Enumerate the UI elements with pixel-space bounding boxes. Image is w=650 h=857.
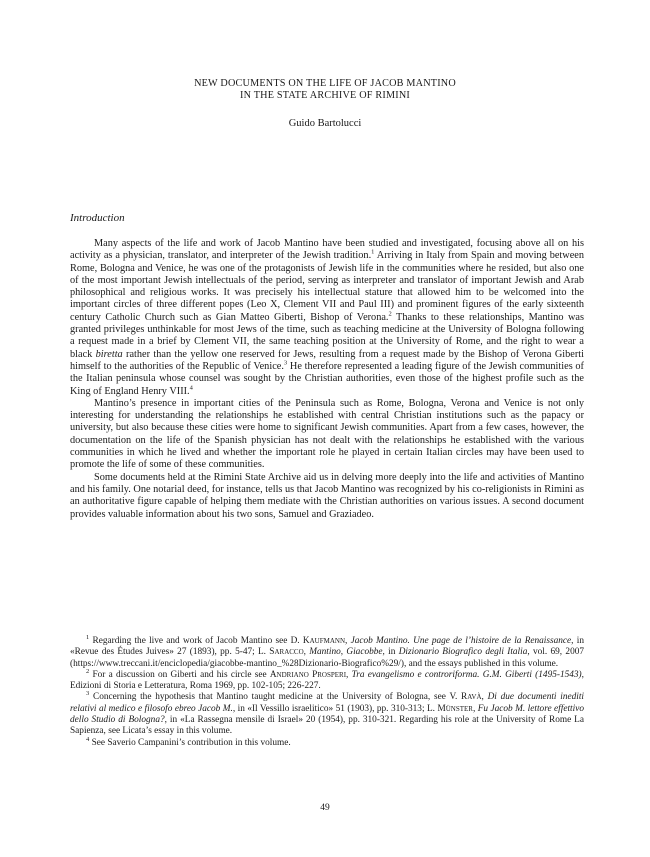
footnote-1: $^1$ Regarding the live and work of Jacob Mantino see D. Kaufmann, Jacob Mantino. Une page de l’histoire de la Renaissance, in «Revue des Études Juives» 27 (1893), pp. 5-47; L. Saracco, Mantino, Giacobbe, in Dizionario Biografico degli Italia, vol. 69, 2007 (https://www.treccani.it/enciclopedia/giacobbe-mantino_%28Dizionario-Biografico%29/), and the essays published in this volume. <box>70 633 585 669</box>
body-text <box>70 238 584 521</box>
author-name: Guido Bartolucci <box>288 118 362 129</box>
footnote-ref-2[interactable]: 2 <box>388 310 392 318</box>
footnote-4: $^4$ See Saverio Campanini’s contribution in this volume. <box>86 735 291 748</box>
footnote-ref-1[interactable]: 1 <box>371 248 375 256</box>
footnote-2: $^2$ For a discussion on Giberti and his circle see Andriano Prosperi, Tra evangelismo e controriforma. G.M. Giberti (1495-1543), Edizioni di Storia e Letteratura, Roma 1969, pp. 102-105; 226-227. <box>70 667 584 692</box>
footnote-ref-4[interactable]: 4 <box>189 384 193 392</box>
footnotes <box>70 633 585 749</box>
paragraph-2: Mantino’s presence in important cities of the Peninsula such as Rome, Bologna, Verona and Venice is not only interesting for understanding the relationships he established with central Christian institutions such as the papacy or university, but also because these cities were home to significant Jewish communities. Apart from a few cases, however, the documentation on the life of the Spanish physician has not dealt with the relationships he established with the various communities in which he lived and whether the important role he played in certain Italian circles may have been used to promote the life of some of these communities. <box>70 397 584 471</box>
article-title <box>0 78 650 102</box>
footnote-ref-3[interactable]: 3 <box>283 359 288 367</box>
footnote-3: $^3$ Concerning the hypothesis that Mantino taught medicine at the University of Bologna, see V. Ravà, Di due documenti inediti relativi al medico e filosofo ebreo Jacob M., in «Il Vessillo israelitico» 51 (1903), pp. 310-313; L. Münster, Fu Jacob M. lettore effettivo dello Studio di Bologna?, in «La Rassegna mensile di Israel» 20 (1954), pp. 310-321. Regarding his role at the University of Rome La Sapienza, see Licata’s essay in this volume. <box>70 690 584 737</box>
paragraph-1: Many aspects of the life and work of Jacob Mantino have been studied and investigated, focusing above all on his activity as a physician, translator, and interpreter of the Jewish tradition.$^1$ Arriving in Italy from Spain and moving between Rome, Bologna and Venice, he was one of the protagonists of Jewish life in the communities where he resided, but also one of the most important Jewish intellectuals of the period, serving as interpreter and translator of important Jewish and Arab philosophical and religious works. It was precisely his intellectual stature that allowed him to be welcomed into the important circles of three different popes (Leo X, Clement VII and Paul III) and prominent figures of the early sixteenth century Catholic Church such as Gian Matteo Giberti, Bishop of Verona.$^2$ Thanks to these relationships, Mantino was granted privileges unthinkable for most Jews of the time, such as teaching medicine at the University of Bologna following a request made in a brief by Clement VII, the same teaching position at the University of Rome, and the right to wear a black biretta rather than the yellow one reserved for Jews, resulting from a request made by the Bishop of Verona Giberti himself to the authorities of the Republic of Venice.$^3$ He therefore represented a leading figure of the Jewish communities of the Italian peninsula whose counsel was sought by the Christian authorities, even those of the highest profile such as the King of England Henry VIII.$^4$ <box>70 238 585 397</box>
title-line-2: IN THE STATE ARCHIVE OF RIMINI <box>240 90 410 101</box>
paragraph-3: Some documents held at the Rimini State Archive aid us in delving more deeply into the life and activities of Mantino and his family. One notarial deed, for instance, tells us that Jacob Mantino was recognized by his co-religionists in Rimini as an authoritative figure capable of helping them mediate with the Christian authorities on various issues. A second document provides valuable information about his two sons, Samuel and Graziadeo. <box>70 471 584 520</box>
page-number: 49 <box>320 803 330 813</box>
section-heading: Introduction <box>70 212 125 224</box>
title-line-1: NEW DOCUMENTS ON THE LIFE OF JACOB MANTINO <box>194 78 456 89</box>
